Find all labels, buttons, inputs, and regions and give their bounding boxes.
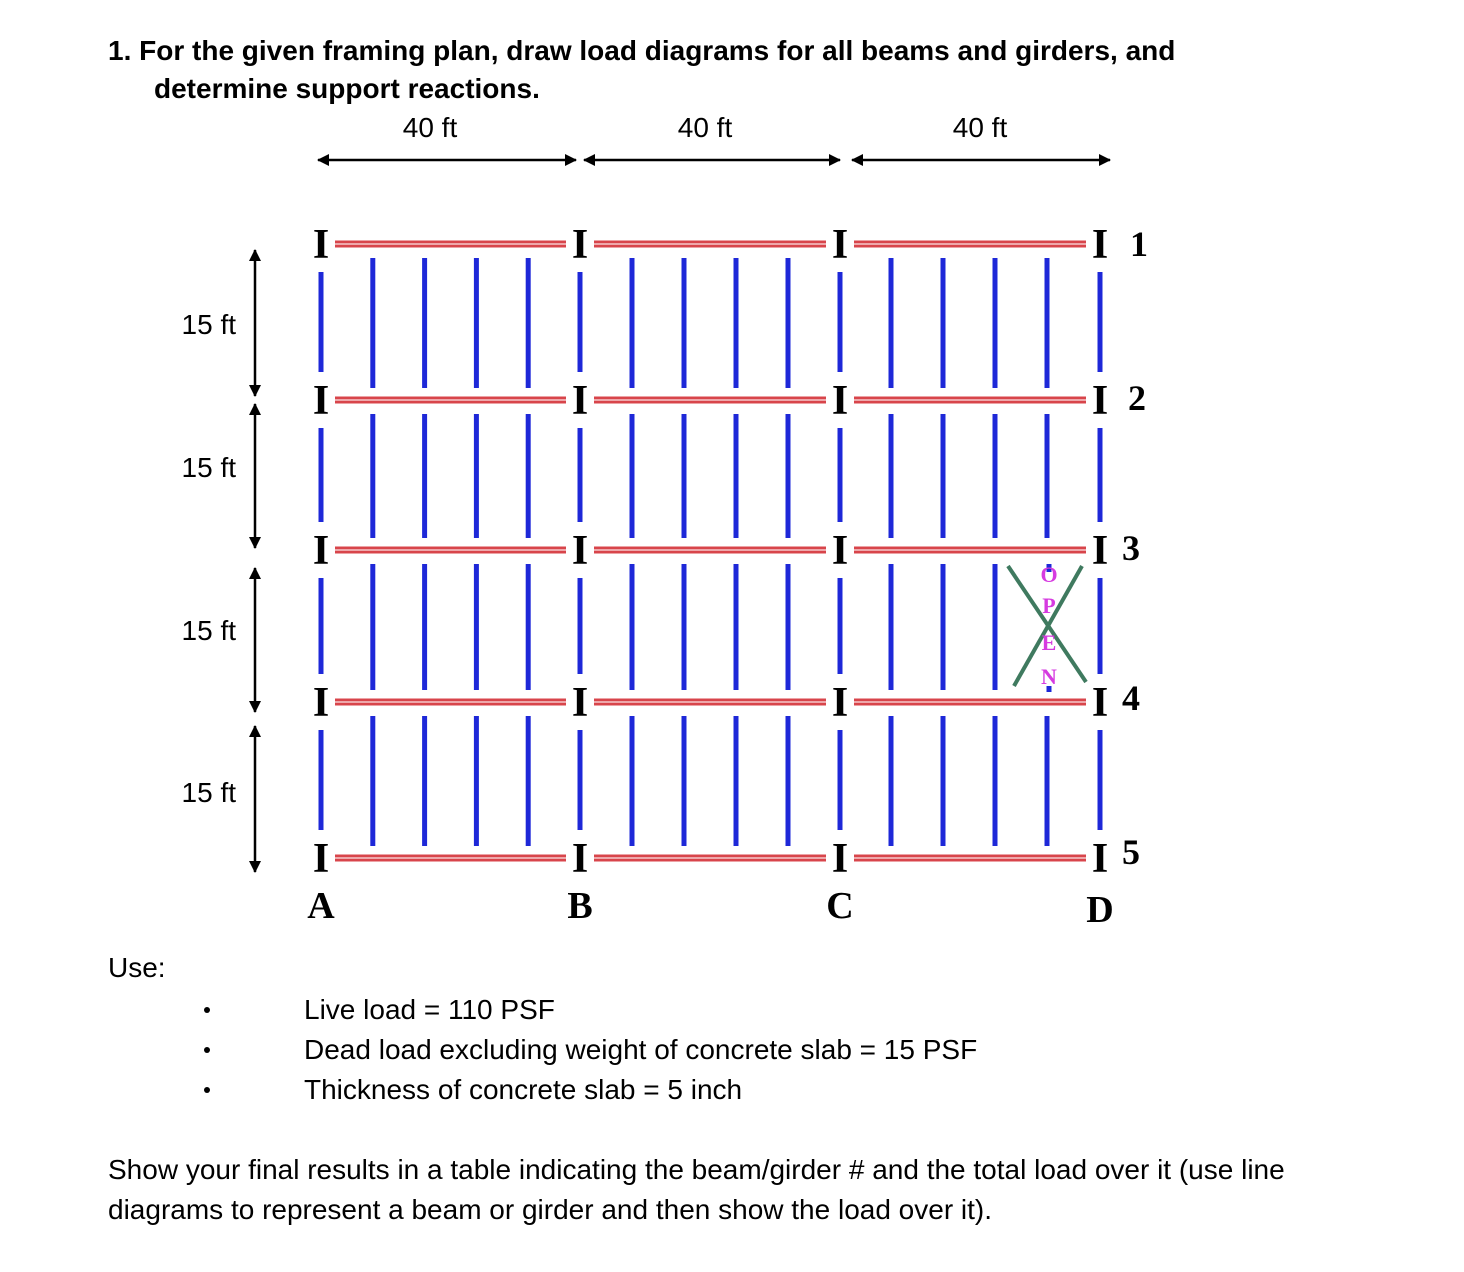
- column-d3: I: [1091, 528, 1109, 574]
- opening-letter-e: E: [1041, 630, 1057, 655]
- row-label-3: 3: [1122, 528, 1140, 568]
- column-c3: I: [831, 528, 849, 574]
- column-b1: I: [571, 222, 589, 268]
- opening-letter-n: N: [1041, 664, 1057, 689]
- column-label-c: C: [826, 885, 854, 927]
- row-label-4: 4: [1122, 678, 1140, 718]
- dim-label-span-2: 40 ft: [677, 112, 733, 143]
- floor-opening: [1008, 562, 1086, 689]
- column-d4: I: [1091, 680, 1109, 726]
- column-a5: I: [312, 836, 330, 882]
- dim-label-bay-3: 15 ft: [181, 615, 236, 646]
- row-label-2: 2: [1128, 378, 1146, 418]
- column-a2: I: [312, 378, 330, 424]
- bullet-dot: [204, 1047, 210, 1053]
- dim-label-span-1: 40 ft: [402, 112, 458, 143]
- question-title-line1: 1. For the given framing plan, draw load diagrams for all beams and girders, and: [108, 35, 1176, 66]
- use-label: Use:: [108, 952, 166, 983]
- column-label-b: B: [567, 885, 593, 927]
- row-label-1: 1: [1130, 224, 1148, 264]
- opening-letter-o: O: [1040, 562, 1058, 587]
- dim-label-bay-4: 15 ft: [181, 777, 236, 808]
- load-item-dead: [200, 1030, 977, 1070]
- question-title-line2: determine support reactions.: [154, 73, 540, 104]
- opening-letter-p: P: [1042, 593, 1056, 618]
- column-d1: I: [1091, 222, 1109, 268]
- load-item-thickness-text: Thickness of concrete slab = 5 inch: [304, 1074, 743, 1105]
- column-b3: I: [571, 528, 589, 574]
- dim-label-bay-1: 15 ft: [181, 309, 236, 340]
- column-label-a: A: [307, 885, 335, 927]
- column-a3: I: [312, 528, 330, 574]
- column-a4: I: [312, 680, 330, 726]
- column-b4: I: [571, 680, 589, 726]
- bullet-dot: [204, 1087, 210, 1093]
- bullet-dot: [204, 1007, 210, 1013]
- load-item-live: [200, 990, 977, 1030]
- load-item-thickness: [200, 1070, 977, 1110]
- column-label-d: D: [1086, 889, 1114, 931]
- row-label-5: 5: [1122, 832, 1140, 872]
- column-b5: I: [571, 836, 589, 882]
- load-list: [200, 990, 977, 1110]
- column-c4: I: [831, 680, 849, 726]
- load-item-dead-text: Dead load excluding weight of concrete slab = 15 PSF: [304, 1034, 978, 1065]
- final-instructions: Show your final results in a table indicating the beam/girder # and the total load over it (use line diagrams to represent a beam or girder and then show the load over it).: [108, 1154, 1285, 1225]
- column-c1: I: [831, 222, 849, 268]
- dim-label-bay-2: 15 ft: [181, 452, 236, 483]
- column-d2: I: [1091, 378, 1109, 424]
- column-a1: I: [312, 222, 330, 268]
- structural-members: [313, 222, 1108, 882]
- load-item-live-text: Live load = 110 PSF: [304, 994, 555, 1025]
- dim-label-span-3: 40 ft: [952, 112, 1008, 143]
- column-c2: I: [831, 378, 849, 424]
- column-b2: I: [571, 378, 589, 424]
- column-d5: I: [1091, 836, 1109, 882]
- column-c5: I: [831, 836, 849, 882]
